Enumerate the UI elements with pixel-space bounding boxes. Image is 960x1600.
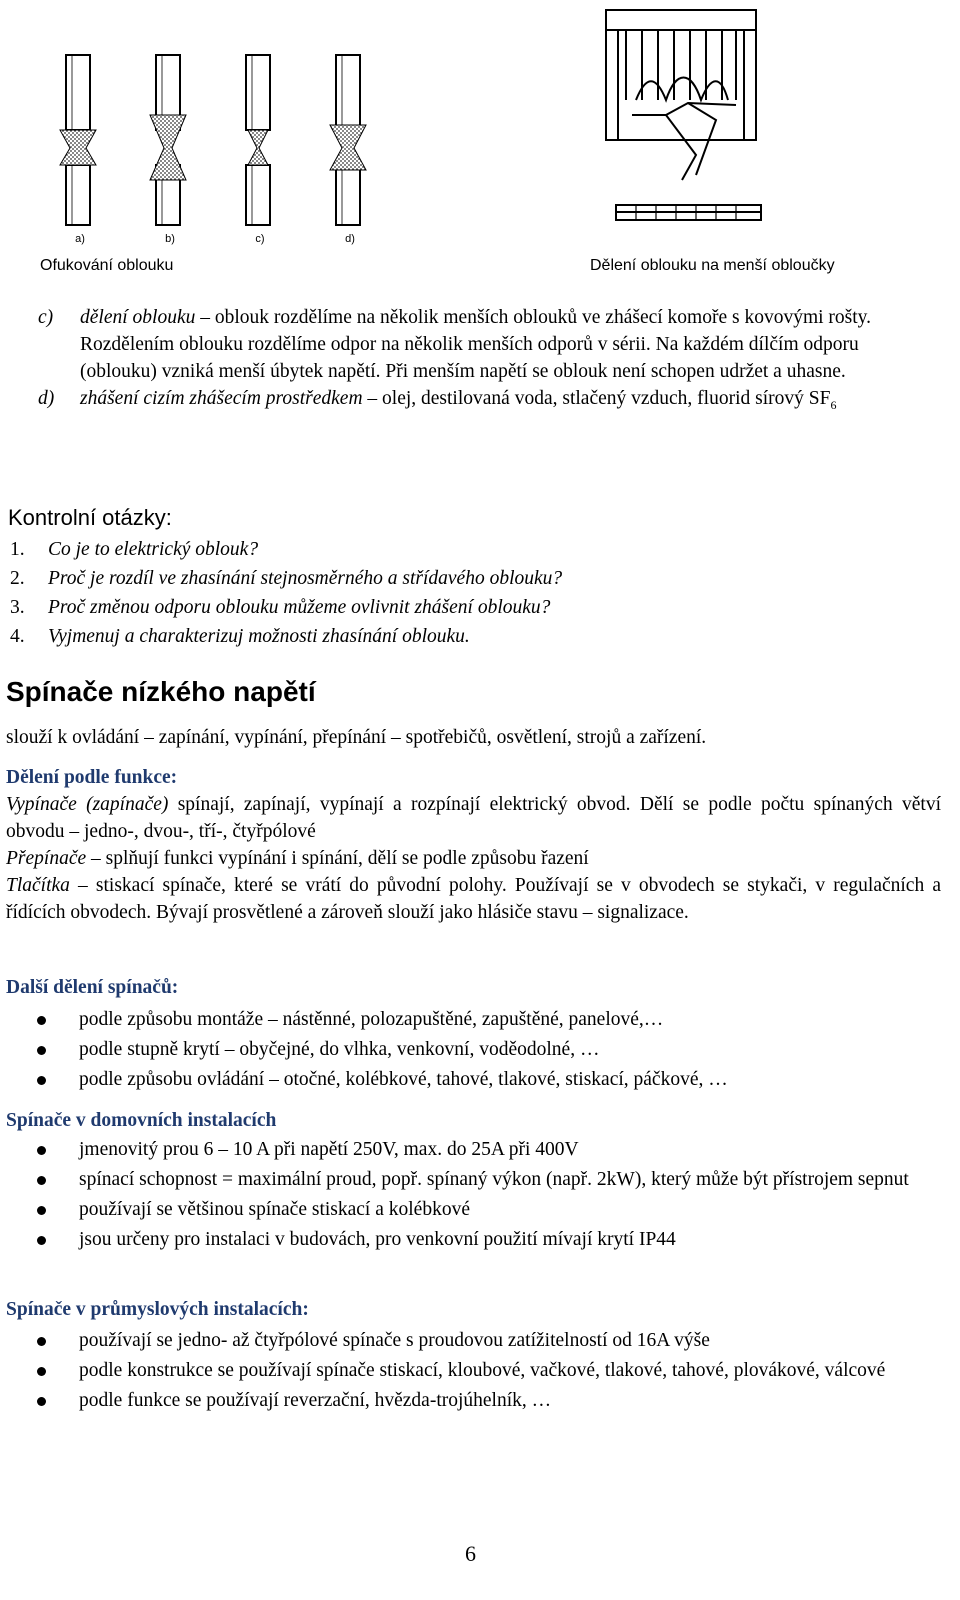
bullet-icon [6,1166,79,1193]
industrial-heading: Spínače v průmyslových instalacích: [6,1299,309,1320]
question-item: 1. Co je to elektrický oblouk? [10,539,259,560]
page-number: 6 [465,1541,476,1566]
label-b: b) [165,233,175,245]
list-item: jmenovitý prou 6 – 10 A při napětí 250V, max. do 25A při 400V [6,1136,941,1163]
arc-chute-figure [596,5,776,245]
list-item: používají se jedno- až čtyřpólové spínače s proudovou zatížitelností od 16A výše [6,1327,941,1354]
function-item-switch: Vypínače (zapínače) spínají, zapínají, vypínají a rozpínají elektrický obvod. Dělí se podle počtu spínaných větví obvodu – jedno-, dvou-, tří-, čtyřpólové [6,794,941,842]
function-heading: Dělení podle funkce: [6,767,178,788]
sub-d: 6 [830,397,837,412]
text-c: – oblouk rozdělíme na několik menších oblouků ve zhášecí komoře s kovovými rošty. Rozdělením oblouku rozdělíme odpor na několik menších odporů v sérii. Na každém dílčím odporu (oblouku) vzniká menší úbytek napětí. Při menším napětí se oblouk není schopen udržet a uhasne. [80,307,872,382]
marker-d: d) [38,388,55,409]
further-heading: Další dělení spínačů: [6,977,179,998]
term-c: dělení oblouku [80,307,196,328]
right-figure-caption: Dělení oblouku na menší obloučky [590,257,835,274]
bullet-icon [6,1196,79,1223]
arc-methods-list [38,304,918,419]
bullet-icon [6,1006,79,1033]
function-item-button: Tlačítka – stiskací spínače, které se vrátí do původní polohy. Používají se v obvodech se stykači, v regulačních a řídících obvodech. Bývají prosvětlené a zároveň slouží jako hlásiče stavu – signalizace. [6,875,941,923]
list-item: podle funkce se používají reverzační, hvězda-trojúhelník, … [6,1387,941,1414]
question-item: 2. Proč je rozdíl ve zhasínání stejnosměrného a střídavého oblouku? [10,568,563,589]
list-item: podle konstrukce se používají spínače stiskací, kloubové, vačkové, tlakové, tahové, plovákové, válcové [6,1357,941,1384]
list-item: spínací schopnost = maximální proud, popř. spínaný výkon (např. 2kW), který může být přístrojem sepnut [6,1166,941,1193]
label-c: c) [255,233,265,245]
bullet-icon [6,1327,79,1354]
term-d: zhášení cizím zhášecím prostředkem [80,388,363,409]
arc-method-c [38,304,918,385]
function-item-selector: Přepínače – splňují funkci vypínání i spínání, dělí se podle způsobu řazení [6,848,589,869]
list-item: podle stupně krytí – obyčejné, do vlhka, venkovní, voděodolné, … [6,1036,941,1063]
label-d: d) [345,233,355,245]
function-list [6,791,941,926]
further-list [6,1006,941,1093]
list-item: podle způsobu montáže – nástěnné, polozapuštěné, zapuštěné, panelové,… [6,1006,941,1033]
list-item: jsou určeny pro instalaci v budovách, pro venkovní použití mívají krytí IP44 [6,1226,941,1253]
question-item: 4. Vyjmenuj a charakterizuj možnosti zhasínání oblouku. [10,626,470,647]
section-title: Spínače nízkého napětí [6,676,316,707]
bullet-icon [6,1136,79,1163]
left-figure-caption: Ofukování oblouku [40,257,174,274]
bullet-icon [6,1387,79,1414]
industrial-list [6,1327,941,1414]
list-item: podle způsobu ovládání – otočné, kolébkové, tahové, tlakové, stiskací, páčkové, … [6,1066,941,1093]
bullet-icon [6,1226,79,1253]
bullet-icon [6,1357,79,1384]
question-item: 3. Proč změnou odporu oblouku můžeme ovlivnit zhášení oblouku? [10,597,551,618]
bullet-icon [6,1036,79,1063]
switches-intro: slouží k ovládání – zapínání, vypínání, přepínání – spotřebičů, osvětlení, strojů a zařízení. [6,727,707,748]
domestic-heading: Spínače v domovních instalacích [6,1110,277,1131]
arc-blowing-figure [40,40,400,250]
list-item: používají se většinou spínače stiskací a kolébkové [6,1196,941,1223]
questions-list [10,536,890,652]
bullet-icon [6,1066,79,1093]
domestic-list [6,1136,941,1253]
arc-method-d [38,385,918,419]
marker-c: c) [38,307,54,328]
label-a: a) [75,233,85,245]
text-d: – olej, destilovaná voda, stlačený vzduch, fluorid sírový SF [362,388,831,409]
questions-heading: Kontrolní otázky: [8,505,172,530]
